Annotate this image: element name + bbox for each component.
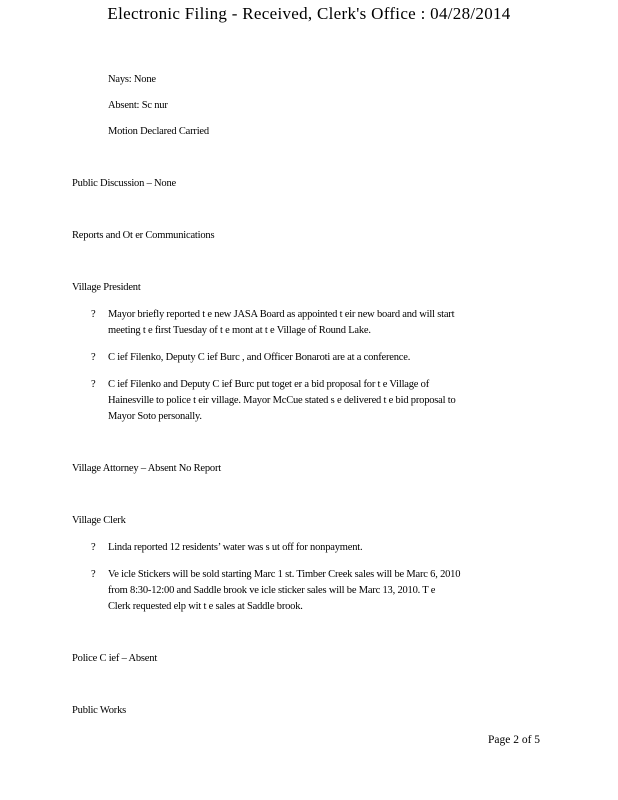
bullet-marker: ?: [91, 542, 96, 553]
clerk-item-1-line-1: Linda reported 12 residents’ water was s ut off for nonpayment.: [108, 542, 363, 553]
village-clerk-heading: Village Clerk: [72, 515, 126, 526]
clerk-item-2-line-3: Clerk requested elp wit t e sales at Saddle brook.: [108, 601, 303, 612]
bullet-marker: ?: [91, 352, 96, 363]
document-header: Electronic Filing - Received, Clerk's Office : 04/28/2014: [107, 4, 511, 23]
president-item-3-line-2: Hainesville to police t eir village. Mayor McCue stated s e delivered t e bid proposal to: [108, 395, 456, 406]
president-item-3-line-1: C ief Filenko and Deputy C ief Burc put toget er a bid proposal for t e Village of: [108, 379, 430, 390]
public-discussion-heading: Public Discussion – None: [72, 178, 176, 189]
absent-line: Absent: Sc nur: [108, 100, 168, 111]
president-item-3-line-3: Mayor Soto personally.: [108, 411, 202, 422]
bullet-marker: ?: [91, 569, 96, 580]
bullet-marker: ?: [91, 379, 96, 390]
president-item-1-line-1: Mayor briefly reported t e new JASA Board as appointed t eir new board and will start: [108, 309, 455, 320]
village-attorney-heading: Village Attorney – Absent No Report: [72, 463, 221, 474]
public-works-heading: Public Works: [72, 705, 127, 716]
page-number: Page 2 of 5: [488, 734, 541, 746]
clerk-item-2-line-1: Ve icle Stickers will be sold starting Marc 1 st. Timber Creek sales will be Marc 6, 2010: [108, 569, 461, 580]
reports-heading: Reports and Ot er Communications: [72, 230, 215, 241]
motion-line: Motion Declared Carried: [108, 126, 209, 137]
nays-line: Nays: None: [108, 74, 156, 85]
village-president-heading: Village President: [72, 282, 141, 293]
president-item-1-line-2: meeting t e first Tuesday of t e mont at t e Village of Round Lake.: [108, 325, 371, 336]
clerk-item-2-line-2: from 8:30-12:00 and Saddle brook ve icle sticker sales will be Marc 13, 2010. T e: [108, 585, 436, 596]
president-item-2-line-1: C ief Filenko, Deputy C ief Burc , and Officer Bonaroti are at a conference.: [108, 352, 411, 363]
bullet-marker: ?: [91, 309, 96, 320]
police-chief-heading: Police C ief – Absent: [72, 653, 158, 664]
